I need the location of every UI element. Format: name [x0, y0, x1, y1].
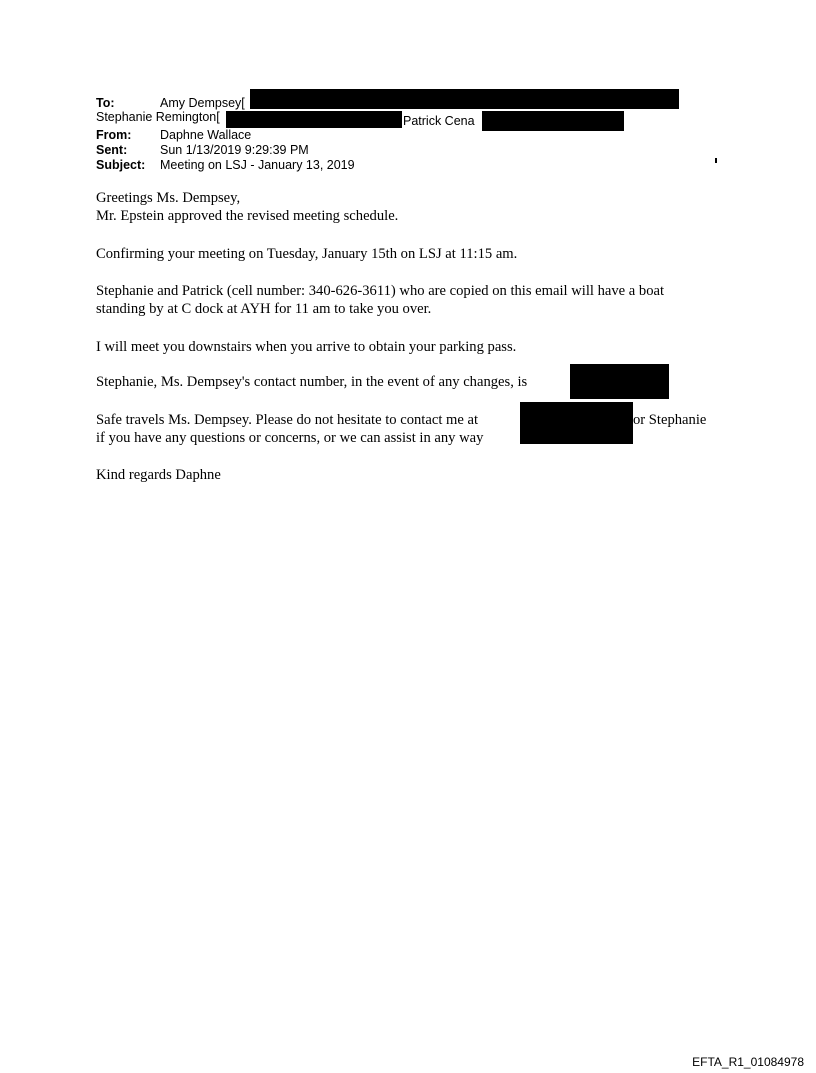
from-label: From:	[96, 128, 132, 142]
sent-value: Sun 1/13/2019 9:29:39 PM	[160, 143, 309, 157]
body-line-safe-2: if you have any questions or concerns, or we can assist in any way	[96, 430, 484, 446]
body-line-boat-2: standing by at C dock at AYH for 11 am to take you over.	[96, 301, 432, 317]
redaction-box	[250, 89, 679, 109]
redaction-box	[520, 402, 633, 444]
body-line-confirm: Confirming your meeting on Tuesday, January 15th on LSJ at 11:15 am.	[96, 246, 518, 262]
to-value: Amy Dempsey[	[160, 96, 245, 110]
subject-label: Subject:	[96, 158, 146, 172]
cc-recipient-2: Patrick Cena	[403, 114, 475, 128]
stray-mark	[715, 158, 717, 163]
greeting: Greetings Ms. Dempsey,	[96, 190, 241, 206]
closing: Kind regards Daphne	[96, 467, 221, 483]
body-line-approved: Mr. Epstein approved the revised meeting schedule.	[96, 208, 399, 224]
body-line-contact: Stephanie, Ms. Dempsey's contact number, in the event of any changes, is	[96, 374, 528, 390]
sent-label: Sent:	[96, 143, 128, 157]
body-line-safe-1b: or Stephanie	[633, 412, 707, 428]
body-line-meet: I will meet you downstairs when you arrive to obtain your parking pass.	[96, 339, 517, 355]
body-line-safe-1a: Safe travels Ms. Dempsey. Please do not hesitate to contact me at	[96, 412, 479, 428]
cc-recipient-1: Stephanie Remington[	[96, 110, 220, 124]
document-id: EFTA_R1_01084978	[692, 1055, 804, 1069]
subject-value: Meeting on LSJ - January 13, 2019	[160, 158, 355, 172]
redaction-box	[570, 364, 669, 399]
to-label: To:	[96, 96, 115, 110]
redaction-box	[482, 111, 624, 131]
from-value: Daphne Wallace	[160, 128, 252, 142]
body-line-boat-1: Stephanie and Patrick (cell number: 340-626-3611) who are copied on this email will have a boat	[96, 283, 665, 299]
redaction-box	[226, 111, 402, 128]
